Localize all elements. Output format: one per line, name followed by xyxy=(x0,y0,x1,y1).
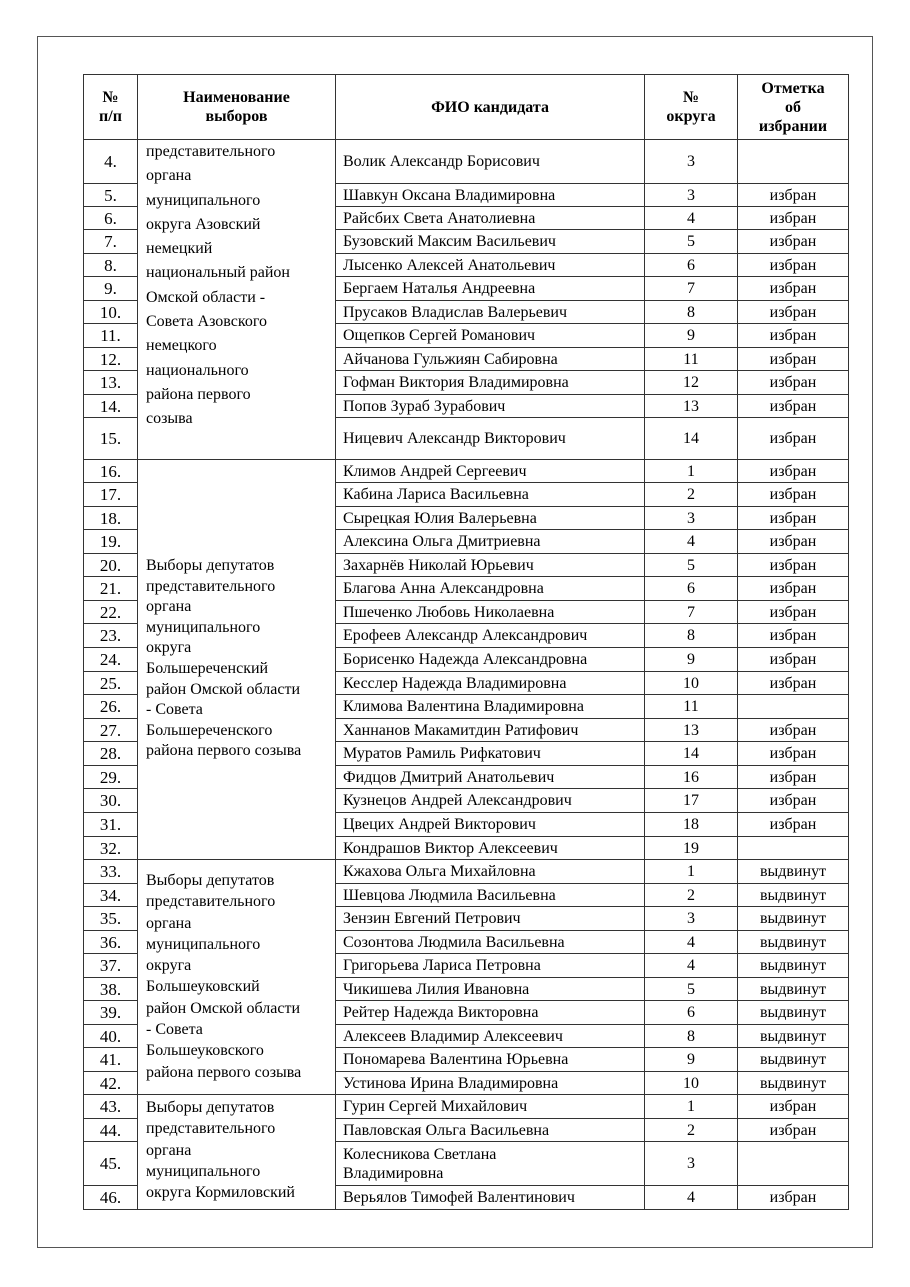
district-number: 5 xyxy=(645,978,738,1001)
table-row xyxy=(84,1095,849,1119)
candidate-name: Волик Александр Борисович xyxy=(336,140,645,184)
district-number: 1 xyxy=(645,860,738,884)
election-mark: избран xyxy=(738,483,849,507)
row-number: 4. xyxy=(84,140,138,184)
election-mark: избран xyxy=(738,460,849,483)
candidate-name: Шавкун Оксана Владимировна xyxy=(336,184,645,207)
row-number: 15. xyxy=(84,418,138,460)
election-mark: избран xyxy=(738,324,849,348)
table-row xyxy=(84,860,849,884)
election-mark: выдвинут xyxy=(738,954,849,978)
candidate-name: Ерофеев Александр Александрович xyxy=(336,624,645,648)
candidate-name: Верьялов Тимофей Валентинович xyxy=(336,1186,645,1210)
election-mark: избран xyxy=(738,624,849,648)
candidate-name: Созонтова Людмила Васильевна xyxy=(336,931,645,954)
election-mark: избран xyxy=(738,230,849,254)
district-number: 19 xyxy=(645,837,738,860)
district-number: 13 xyxy=(645,719,738,742)
row-number: 41. xyxy=(84,1048,138,1072)
row-number: 23. xyxy=(84,624,138,648)
election-mark: избран xyxy=(738,1186,849,1210)
candidate-name: Ощепков Сергей Романович xyxy=(336,324,645,348)
district-number: 10 xyxy=(645,672,738,695)
district-number: 4 xyxy=(645,1186,738,1210)
row-number: 13. xyxy=(84,371,138,395)
candidate-name: Ницевич Александр Викторович xyxy=(336,418,645,460)
row-number: 28. xyxy=(84,742,138,766)
header-district: № округа xyxy=(645,75,738,140)
district-number: 7 xyxy=(645,601,738,624)
candidate-name: Лысенко Алексей Анатольевич xyxy=(336,254,645,277)
district-number: 7 xyxy=(645,277,738,301)
district-number: 1 xyxy=(645,1095,738,1119)
district-number: 6 xyxy=(645,254,738,277)
row-number: 26. xyxy=(84,695,138,719)
election-mark: избран xyxy=(738,672,849,695)
election-mark: выдвинут xyxy=(738,1001,849,1025)
district-number: 2 xyxy=(645,1119,738,1142)
row-number: 45. xyxy=(84,1142,138,1186)
election-mark: избран xyxy=(738,719,849,742)
row-number: 34. xyxy=(84,884,138,907)
row-number: 17. xyxy=(84,483,138,507)
row-number: 40. xyxy=(84,1025,138,1048)
election-mark: избран xyxy=(738,207,849,230)
election-mark: избран xyxy=(738,1095,849,1119)
row-number: 19. xyxy=(84,530,138,554)
election-name: Выборы депутатов представительного органа муниципального округа Кормиловский xyxy=(138,1095,336,1210)
candidate-name: Колесникова Светлана Владимировна xyxy=(336,1142,645,1186)
row-number: 42. xyxy=(84,1072,138,1095)
district-number: 16 xyxy=(645,766,738,789)
row-number: 39. xyxy=(84,1001,138,1025)
candidate-name: Рейтер Надежда Викторовна xyxy=(336,1001,645,1025)
row-number: 5. xyxy=(84,184,138,207)
district-number: 11 xyxy=(645,695,738,719)
row-number: 27. xyxy=(84,719,138,742)
election-mark: избран xyxy=(738,301,849,324)
district-number: 2 xyxy=(645,884,738,907)
election-name: представительного органа муниципального округа Азовский немецкий национальный район Омской области - Совета Азовского немецкого национального района первого созыва xyxy=(138,140,336,460)
district-number: 3 xyxy=(645,907,738,931)
candidate-name: Муратов Рамиль Рифкатович xyxy=(336,742,645,766)
candidate-name: Ханнанов Макамитдин Ратифович xyxy=(336,719,645,742)
row-number: 12. xyxy=(84,348,138,371)
election-name: Выборы депутатов представительного органа муниципального округа Большеуковский район Омской области - Совета Большеуковского района первого созыва xyxy=(138,860,336,1095)
header-fio: ФИО кандидата xyxy=(336,75,645,140)
row-number: 20. xyxy=(84,554,138,577)
row-number: 6. xyxy=(84,207,138,230)
row-number: 16. xyxy=(84,460,138,483)
election-mark xyxy=(738,695,849,719)
table-row xyxy=(84,460,849,483)
row-number: 22. xyxy=(84,601,138,624)
election-mark: избран xyxy=(738,418,849,460)
election-mark: избран xyxy=(738,507,849,530)
election-mark: выдвинут xyxy=(738,860,849,884)
district-number: 11 xyxy=(645,348,738,371)
district-number: 4 xyxy=(645,931,738,954)
candidates-table xyxy=(83,74,849,1210)
election-mark: выдвинут xyxy=(738,1072,849,1095)
row-number: 21. xyxy=(84,577,138,601)
row-number: 36. xyxy=(84,931,138,954)
candidate-name: Благова Анна Александровна xyxy=(336,577,645,601)
district-number: 4 xyxy=(645,530,738,554)
row-number: 35. xyxy=(84,907,138,931)
district-number: 3 xyxy=(645,184,738,207)
candidate-name: Кондрашов Виктор Алексеевич xyxy=(336,837,645,860)
candidate-name: Гурин Сергей Михайлович xyxy=(336,1095,645,1119)
candidate-name: Устинова Ирина Владимировна xyxy=(336,1072,645,1095)
district-number: 13 xyxy=(645,395,738,418)
election-mark xyxy=(738,837,849,860)
district-number: 9 xyxy=(645,648,738,672)
row-number: 32. xyxy=(84,837,138,860)
district-number: 4 xyxy=(645,954,738,978)
header-row xyxy=(84,75,849,140)
election-mark: избран xyxy=(738,254,849,277)
row-number: 18. xyxy=(84,507,138,530)
candidate-name: Григорьева Лариса Петровна xyxy=(336,954,645,978)
row-number: 30. xyxy=(84,789,138,813)
row-number: 24. xyxy=(84,648,138,672)
district-number: 3 xyxy=(645,1142,738,1186)
district-number: 6 xyxy=(645,1001,738,1025)
district-number: 1 xyxy=(645,460,738,483)
candidate-name: Зензин Евгений Петрович xyxy=(336,907,645,931)
table-body xyxy=(84,140,849,1210)
election-mark: избран xyxy=(738,1119,849,1142)
election-mark: избран xyxy=(738,742,849,766)
row-number: 44. xyxy=(84,1119,138,1142)
election-mark: выдвинут xyxy=(738,884,849,907)
candidate-name: Климова Валентина Владимировна xyxy=(336,695,645,719)
row-number: 43. xyxy=(84,1095,138,1119)
candidate-name: Алексеев Владимир Алексеевич xyxy=(336,1025,645,1048)
candidate-name: Шевцова Людмила Васильевна xyxy=(336,884,645,907)
candidate-name: Захарнёв Николай Юрьевич xyxy=(336,554,645,577)
election-mark: выдвинут xyxy=(738,1025,849,1048)
table-row xyxy=(84,140,849,184)
district-number: 12 xyxy=(645,371,738,395)
district-number: 17 xyxy=(645,789,738,813)
election-mark: избран xyxy=(738,766,849,789)
candidate-name: Фидцов Дмитрий Анатольевич xyxy=(336,766,645,789)
election-mark: выдвинут xyxy=(738,931,849,954)
row-number: 29. xyxy=(84,766,138,789)
district-number: 3 xyxy=(645,140,738,184)
candidate-name: Бузовский Максим Васильевич xyxy=(336,230,645,254)
election-mark: избран xyxy=(738,813,849,837)
election-mark: избран xyxy=(738,395,849,418)
district-number: 4 xyxy=(645,207,738,230)
election-mark xyxy=(738,1142,849,1186)
candidate-name: Кжахова Ольга Михайловна xyxy=(336,860,645,884)
candidate-name: Пономарева Валентина Юрьевна xyxy=(336,1048,645,1072)
election-mark xyxy=(738,140,849,184)
election-mark: избран xyxy=(738,577,849,601)
row-number: 9. xyxy=(84,277,138,301)
district-number: 9 xyxy=(645,324,738,348)
district-number: 14 xyxy=(645,742,738,766)
candidate-name: Райсбих Света Анатолиевна xyxy=(336,207,645,230)
election-mark: избран xyxy=(738,789,849,813)
district-number: 2 xyxy=(645,483,738,507)
district-number: 9 xyxy=(645,1048,738,1072)
candidate-name: Прусаков Владислав Валерьевич xyxy=(336,301,645,324)
candidate-name: Цвецих Андрей Викторович xyxy=(336,813,645,837)
election-mark: выдвинут xyxy=(738,1048,849,1072)
row-number: 38. xyxy=(84,978,138,1001)
candidate-name: Кесслер Надежда Владимировна xyxy=(336,672,645,695)
district-number: 8 xyxy=(645,301,738,324)
row-number: 37. xyxy=(84,954,138,978)
election-mark: выдвинут xyxy=(738,978,849,1001)
district-number: 3 xyxy=(645,507,738,530)
election-name: Выборы депутатов представительного органа муниципального округа Большереченский район Омской области - Совета Большереченского района первого созыва xyxy=(138,460,336,860)
district-number: 14 xyxy=(645,418,738,460)
row-number: 46. xyxy=(84,1186,138,1210)
district-number: 8 xyxy=(645,1025,738,1048)
election-mark: избран xyxy=(738,601,849,624)
header-mark: Отметка об избрании xyxy=(738,75,849,140)
district-number: 18 xyxy=(645,813,738,837)
candidate-name: Кабина Лариса Васильевна xyxy=(336,483,645,507)
candidate-name: Чикишева Лилия Ивановна xyxy=(336,978,645,1001)
header-num: № п/п xyxy=(84,75,138,140)
election-mark: избран xyxy=(738,371,849,395)
candidate-name: Сырецкая Юлия Валерьевна xyxy=(336,507,645,530)
candidate-name: Айчанова Гульжиян Сабировна xyxy=(336,348,645,371)
district-number: 5 xyxy=(645,554,738,577)
district-number: 6 xyxy=(645,577,738,601)
candidate-name: Кузнецов Андрей Александрович xyxy=(336,789,645,813)
district-number: 5 xyxy=(645,230,738,254)
candidate-name: Борисенко Надежда Александровна xyxy=(336,648,645,672)
candidate-name: Гофман Виктория Владимировна xyxy=(336,371,645,395)
election-mark: избран xyxy=(738,648,849,672)
row-number: 33. xyxy=(84,860,138,884)
candidate-name: Павловская Ольга Васильевна xyxy=(336,1119,645,1142)
election-mark: избран xyxy=(738,277,849,301)
row-number: 31. xyxy=(84,813,138,837)
election-mark: избран xyxy=(738,554,849,577)
row-number: 25. xyxy=(84,672,138,695)
candidate-name: Климов Андрей Сергеевич xyxy=(336,460,645,483)
election-mark: выдвинут xyxy=(738,907,849,931)
header-election: Наименование выборов xyxy=(138,75,336,140)
district-number: 8 xyxy=(645,624,738,648)
row-number: 11. xyxy=(84,324,138,348)
candidate-name: Пшеченко Любовь Николаевна xyxy=(336,601,645,624)
election-mark: избран xyxy=(738,184,849,207)
row-number: 14. xyxy=(84,395,138,418)
candidate-name: Алексина Ольга Дмитриевна xyxy=(336,530,645,554)
election-mark: избран xyxy=(738,348,849,371)
candidate-name: Попов Зураб Зурабович xyxy=(336,395,645,418)
row-number: 8. xyxy=(84,254,138,277)
candidate-name: Бергаем Наталья Андреевна xyxy=(336,277,645,301)
row-number: 7. xyxy=(84,230,138,254)
district-number: 10 xyxy=(645,1072,738,1095)
row-number: 10. xyxy=(84,301,138,324)
election-mark: избран xyxy=(738,530,849,554)
